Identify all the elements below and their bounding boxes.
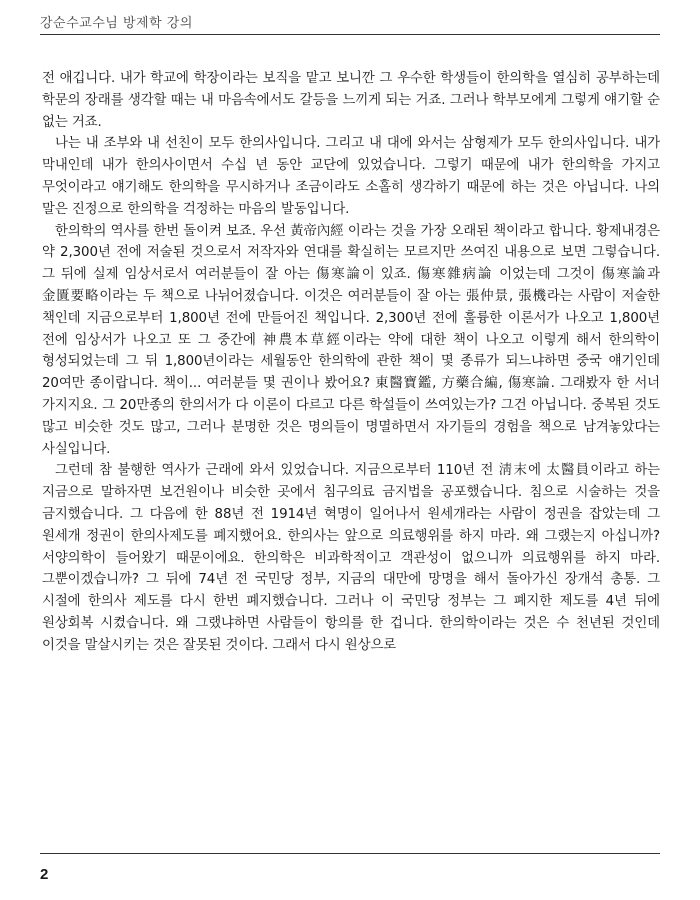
paragraph-2: 나는 내 조부와 내 선친이 모두 한의사입니다. 그리고 내 대에 와서는 삼형제가 모두 한의사입니다. 내가 막내인데 내가 한의사이면서 수십 년 동안 교단에 있었습니다. 그렇기 때문에 내가 한의학을 가지고 무엇이라고 얘기해도 한의학을 무시하거나 조금이라도 소홀히 생각하기 때문에 하는 것은 아닙니다. 나의 말은 진정으로 한의학을 걱정하는 마음의 발동입니다. bbox=[42, 136, 660, 217]
header-rule bbox=[40, 34, 660, 35]
paragraph-3: 한의학의 역사를 한번 돌이켜 보죠. 우선 黃帝內經 이라는 것을 가장 오래된 책이라고 합니다. 황제내경은 약 2,300년 전에 저술된 것으로서 저작자와 연대를 확실히는 모르지만 쓰여진 내용으로 보면 그렇습니다. 그 뒤에 실제 임상서로서 여러분들이 잘 아는 傷寒論이 있죠. 傷寒雜病論 이었는데 그것이 傷寒論과 金匱要略이라는 두 책으로 나뉘어졌습니다. 이것은 여러분들이 잘 아는 張仲景, 張機라는 사람이 저술한 책인데 지금으로부터 1,800년 전에 만들어진 책입니다. 2,300년 전에 훌륭한 이론서가 나오고 1,800년 전에 임상서가 나오고 또 그 중간에 神農本草經이라는 약에 대한 책이 나오고 이렇게 해서 한의학이 형성되었는데 그 뒤 1,800년이라는 세월동안 한의학에 관한 책이 몇 종류가 되느냐하면 중국 얘기인데 20여만 종이랍니다. 책이... 여러분들 몇 권이나 봤어요? 東醫寶鑑, 方藥合編, 傷寒論. 그래봤자 한 서너 가지지요. 그 20만종의 한의서가 다 이론이 다르고 다른 학설들이 쓰여있는가? 그건 아닙니다. 중복된 것도 많고 비슷한 것도 많고, 그러나 분명한 것은 명의들이 명멸하면서 자기들의 경험을 책으로 남겨놓았다는 사실입니다. bbox=[42, 223, 661, 457]
page-number: 2 bbox=[40, 866, 49, 883]
footer-rule bbox=[40, 853, 660, 854]
body-text bbox=[42, 68, 660, 657]
paragraph-4: 그런데 참 불행한 역사가 근래에 와서 있었습니다. 지금으로부터 110년 전 淸末에 太醫員이라고 하는 지금으로 말하자면 보건원이나 비슷한 곳에서 침구의료 금지법을 공포했습니다. 침으로 시술하는 것을 금지했습니다. 그 다음에 한 88년 전 1914년 혁명이 일어나서 원세개라는 사람이 정권을 잡았는데 그 원세개 정권이 한의사제도를 폐지했어요. 한의사는 앞으로 의료행위를 하지 마라. 왜 그랬는지 아십니까? 서양의학이 들어왔기 때문이에요. 한의학은 비과학적이고 객관성이 없으니까 의료행위를 하지 마라. 그뿐이겠습니까? 그 뒤에 74년 전 국민당 정부, 지금의 대만에 망명을 해서 돌아가신 장개석 총통. 그 시절에 한의사 제도를 다시 한번 폐지했습니다. 그러나 이 국민당 정부는 그 폐지한 제도를 4년 뒤에 원상회복 시켰습니다. 왜 그랬냐하면 사람들이 항의를 한 겁니다. 한의학이라는 것은 수 천년된 것인데 이것을 말살시키는 것은 잘못된 것이다. 그래서 다시 원상으로 bbox=[42, 463, 660, 653]
running-header: 강순수교수님 방제학 강의 bbox=[40, 16, 193, 31]
paragraph-1: 전 애깁니다. 내가 학교에 학장이라는 보직을 맡고 보니깐 그 우수한 학생들이 한의학을 열심히 공부하는데 학문의 장래를 생각할 때는 내 마음속에서도 갈등을 느끼게 되는 거죠. 그러나 학부모에게 그렇게 얘기할 순 없는 거죠. bbox=[42, 71, 660, 130]
